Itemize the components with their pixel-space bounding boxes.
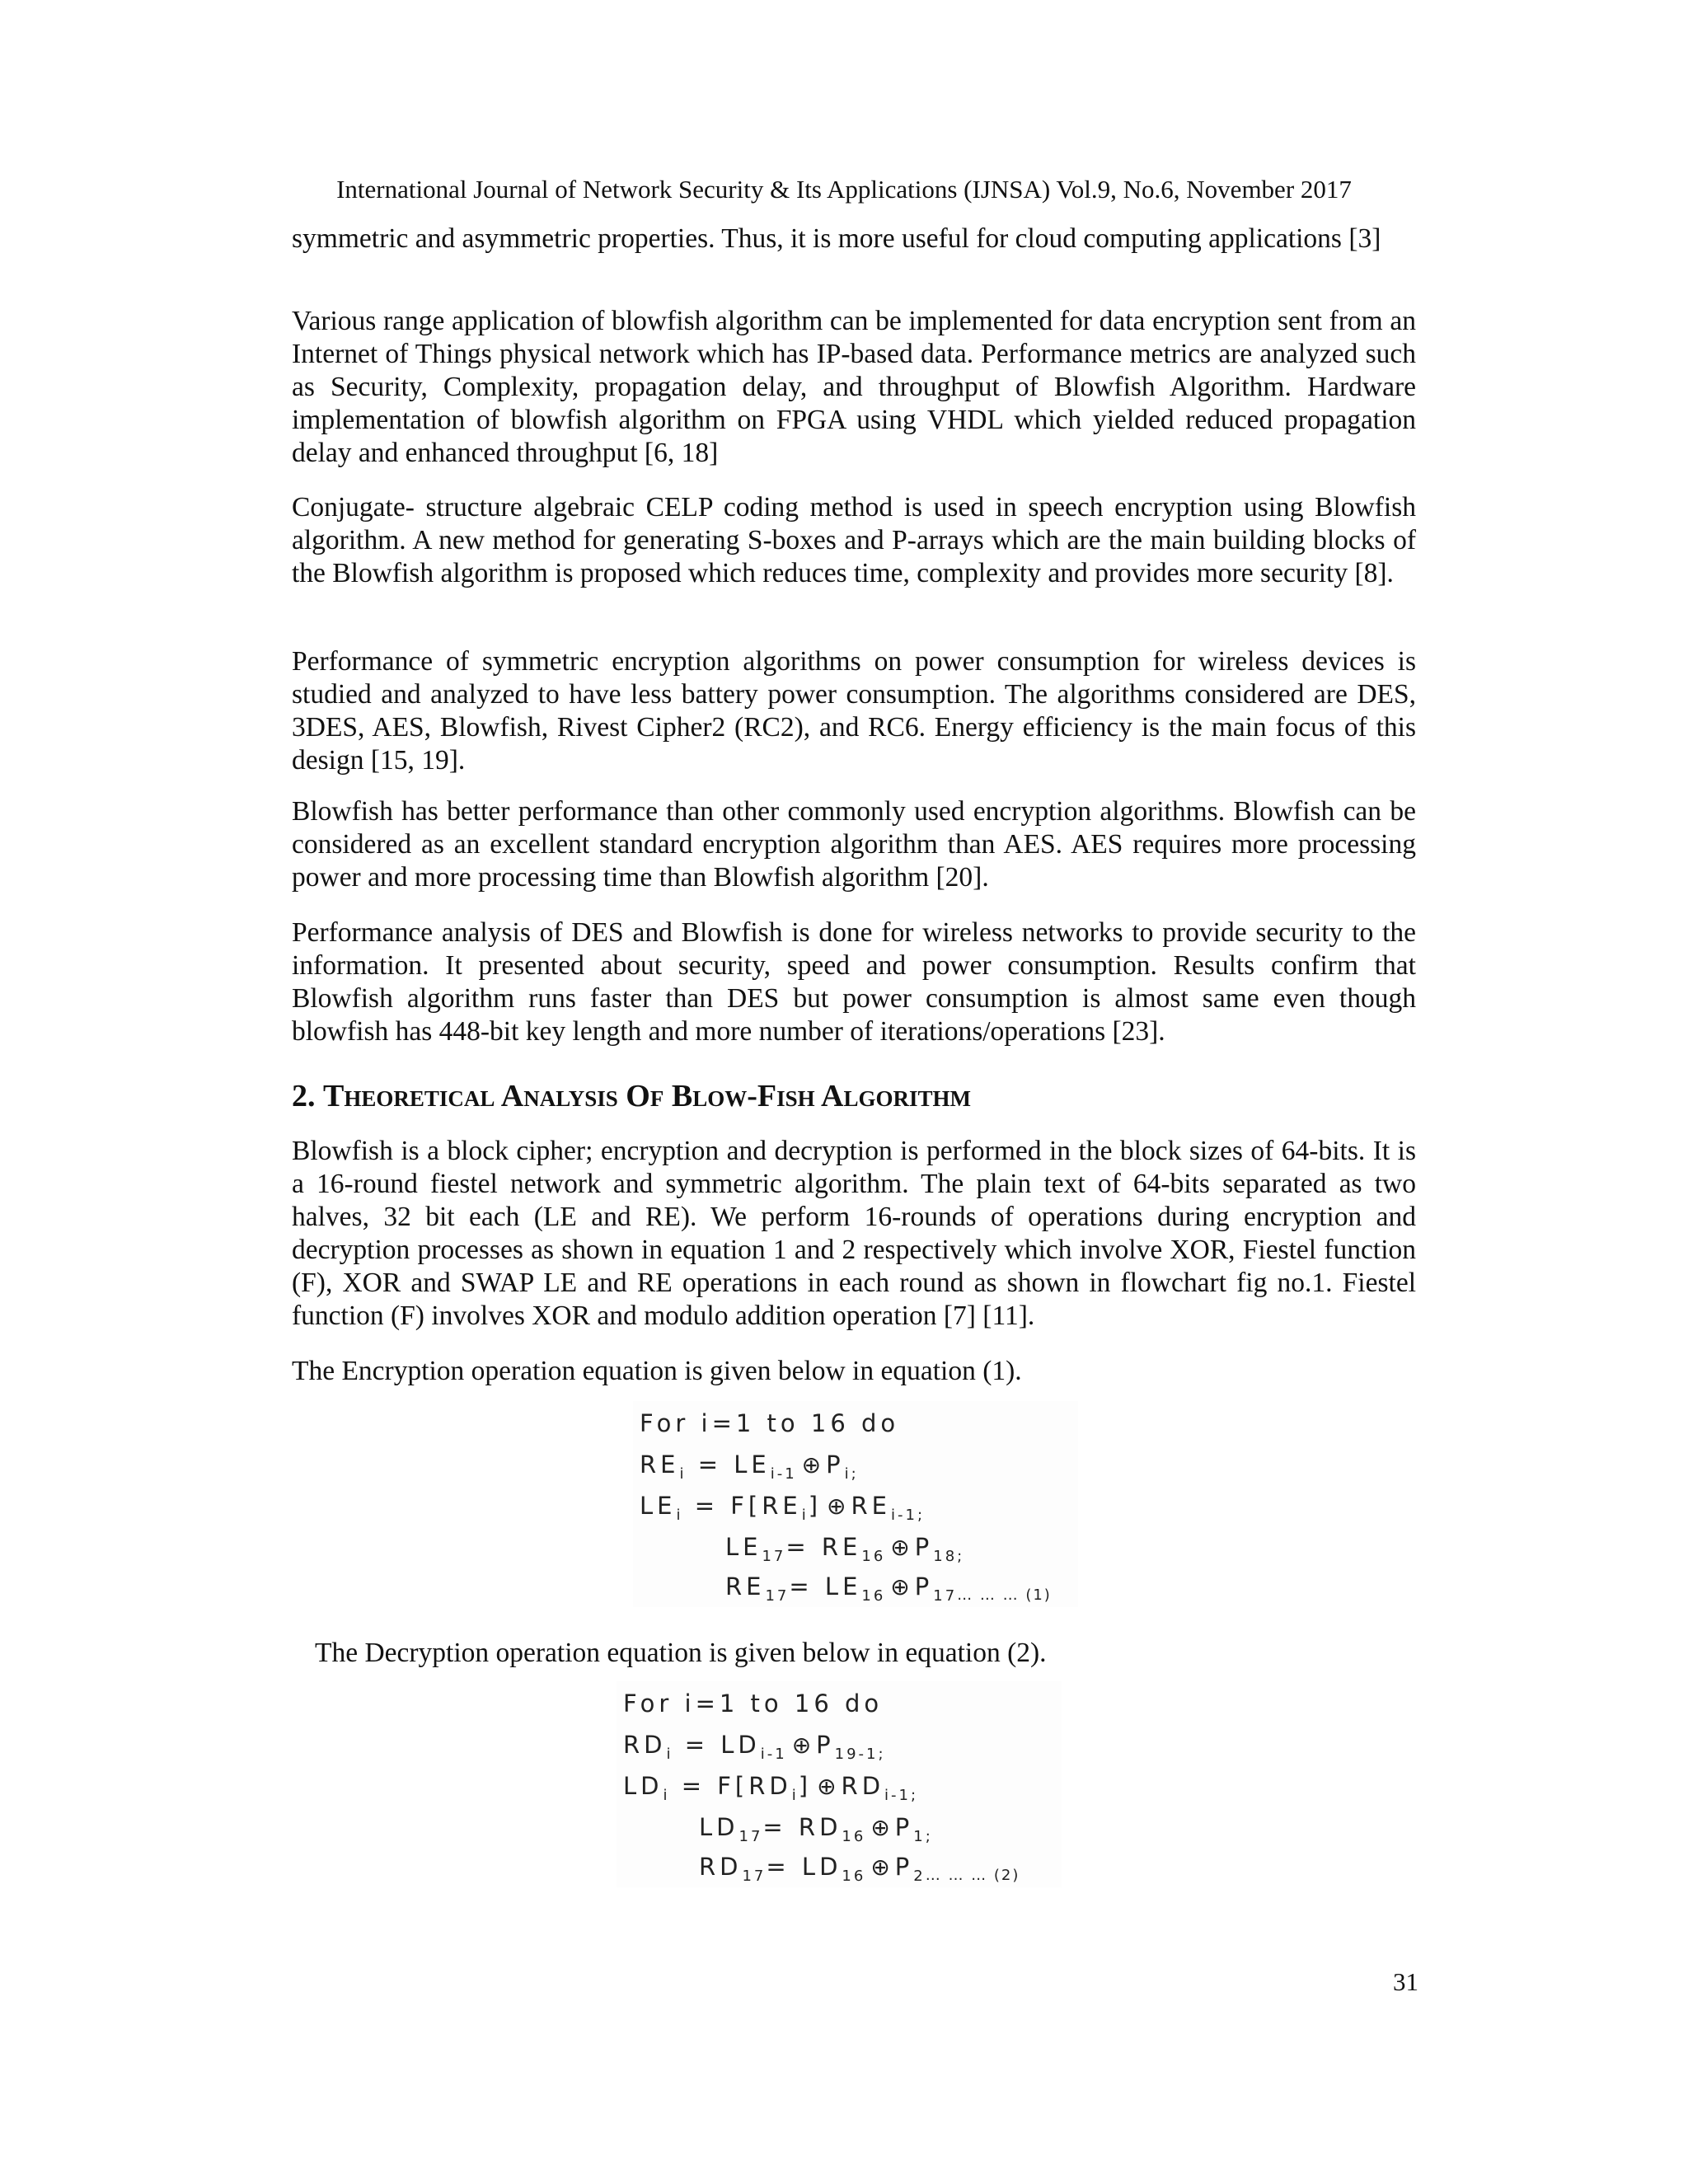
eq-term: RD (699, 1853, 743, 1881)
eq-subscript: 2 (913, 1868, 926, 1885)
eq-subscript: i-1 (760, 1746, 787, 1763)
section-heading (292, 1078, 971, 1114)
xor-symbol: ⊕ (890, 1573, 910, 1601)
eq-term: P (914, 1572, 934, 1601)
eq-term: = LE (789, 1572, 862, 1601)
eq-term: P (816, 1731, 835, 1759)
eq-term: = LD (766, 1853, 842, 1881)
eq1-line4 (725, 1572, 1052, 1605)
paragraph-1: symmetric and asymmetric properties. Thus, it is more useful for cloud computing applications [3] (292, 223, 1381, 254)
eq-subscript: i (663, 1787, 670, 1804)
eq-term: LE (725, 1533, 762, 1561)
eq-subscript: 17 (742, 1868, 767, 1885)
eq-term: LE (640, 1492, 677, 1520)
eq2-line2 (623, 1772, 919, 1804)
eq-subscript: i-1 (770, 1465, 797, 1483)
paragraph-block (292, 645, 1416, 777)
eq2-line1 (623, 1731, 886, 1763)
paragraph-2: Various range application of blowfish algorithm can be implemented for data encryption sent from an Internet of Things physical network which has IP-based data. Performance metrics are analyzed such as Security, Complexity, propagation delay, and throughput of Blowfish Algorithm. Hardware implementation of blowfish algorithm on FPGA using VHDL which yielded reduced propagation delay and enhanced throughput [6, 18] (292, 306, 1416, 468)
eq2-line4 (699, 1853, 1020, 1885)
decryption-intro-text: The Decryption operation equation is given below in equation (2). (315, 1638, 1047, 1668)
xor-symbol: ⊕ (801, 1451, 822, 1479)
eq-term: P (914, 1533, 934, 1561)
eq-term: RE (725, 1572, 766, 1601)
equation-2 (617, 1681, 1062, 1887)
eq-subscript: i (676, 1507, 683, 1524)
eq-term: = LD (673, 1731, 761, 1759)
paragraph-5: Blowfish has better performance than other commonly used encryption algorithms. Blowfish can be considered as an excellent standard encryption algorithm than AES. AES requires more processing power and more processing time than Blowfish algorithm [20]. (292, 796, 1416, 893)
xor-symbol: ⊕ (890, 1534, 910, 1561)
eq-term: P (894, 1813, 914, 1841)
eq-term: = F[RE (682, 1492, 802, 1520)
paragraph-6: Performance analysis of DES and Blowfish is done for wireless networks to provide security to the information. It presented about security, speed and power consumption. Results confirm that Blowfish algorithm runs faster than DES but power consumption is almost same even though blowfish has 448-bit key length and more number of iterations/operations [23]. (292, 917, 1416, 1047)
decryption-intro (315, 1637, 1416, 1670)
eq-subscript: i (801, 1507, 809, 1524)
paragraph-block (292, 491, 1416, 590)
paragraph-3: Conjugate- structure algebraic CELP coding method is used in speech encryption using Blowfish algorithm. A new method for generating S-boxes and P-arrays which are the main building blocks of the Blowfish algorithm is proposed which reduces time, complexity and provides more security [8]. (292, 492, 1416, 588)
eq-subscript: 18; (933, 1548, 965, 1565)
eq-term: P (894, 1853, 914, 1881)
eq2-line3 (699, 1813, 933, 1845)
eq-term: = LE (686, 1451, 771, 1479)
paragraph-4: Performance of symmetric encryption algorithms on power consumption for wireless devices is studied and analyzed to have less battery power consumption. The algorithms considered are DES, 3DES, AES, Blowfish, Rivest Cipher2 (RC2), and RC6. Energy efficiency is the main focus of this design [15, 19]. (292, 646, 1416, 776)
equation-1 (633, 1401, 1078, 1607)
encryption-intro-text: The Encryption operation equation is given below in equation (1). (292, 1356, 1022, 1386)
eq-subscript: 16 (861, 1587, 886, 1605)
eq-term: RD (841, 1772, 885, 1800)
section-body: Blowfish is a block cipher; encryption and decryption is performed in the block sizes of 64-bits. It is a 16-round fiestel network and symmetric algorithm. The plain text of 64-bits separated as two halves, 32 bit each (LE and RE). We perform 16-rounds of operations during encryption and decryption processes as shown in equation 1 and 2 respectively which involve XOR, Fiestel function (F), XOR and SWAP LE and RE operations in each round as shown in flowchart fig no.1. Fiestel function (F) involves XOR and modulo addition operation [7] [11]. (292, 1136, 1416, 1331)
paragraph-block (292, 795, 1416, 894)
eq-term: RE (851, 1492, 891, 1520)
eq-subscript: i (791, 1787, 799, 1804)
eq-subscript: i; (844, 1465, 859, 1483)
xor-symbol: ⊕ (870, 1854, 890, 1881)
eq-subscript: i (666, 1746, 673, 1763)
eq-term: P (826, 1451, 845, 1479)
eq1-line1 (640, 1451, 859, 1483)
equation-number: … … … (2) (925, 1867, 1020, 1884)
eq-term: ] (808, 1492, 823, 1520)
eq-subscript: i-1; (891, 1507, 926, 1524)
paragraph-block (292, 305, 1416, 470)
eq-subscript: 17 (765, 1587, 790, 1605)
eq1-loop: For i=1 to 16 do (640, 1409, 900, 1437)
eq-term: = RE (785, 1533, 862, 1561)
eq-term: RD (623, 1731, 667, 1759)
eq-subscript: i-1; (884, 1787, 919, 1804)
xor-symbol: ⊕ (791, 1732, 812, 1759)
eq-term: ] (798, 1772, 813, 1800)
encryption-intro (292, 1355, 1416, 1388)
paragraph-block (292, 916, 1416, 1048)
section-number: 2. (292, 1079, 316, 1113)
eq1-line3 (725, 1533, 965, 1565)
xor-symbol: ⊕ (870, 1814, 890, 1841)
paragraph-continuation (292, 223, 1416, 255)
eq-subscript: 1; (913, 1828, 933, 1845)
eq-subscript: 17 (738, 1828, 763, 1845)
eq-subscript: 16 (842, 1868, 866, 1885)
eq-term: = RD (762, 1813, 842, 1841)
eq-term: LD (699, 1813, 739, 1841)
xor-symbol: ⊕ (817, 1773, 837, 1800)
section-paragraph (292, 1135, 1416, 1333)
eq1-line2 (640, 1492, 926, 1524)
eq-subscript: 19-1; (834, 1746, 886, 1763)
xor-symbol: ⊕ (827, 1493, 846, 1520)
page-number: 31 (1393, 1967, 1418, 1996)
eq-subscript: i (679, 1465, 687, 1483)
eq-subscript: 16 (842, 1828, 866, 1845)
eq-subscript: 17 (933, 1587, 958, 1605)
section-title: Theoretical Analysis Of Blow-Fish Algorithm (323, 1079, 971, 1113)
eq-subscript: 17 (762, 1548, 786, 1565)
eq-subscript: 16 (861, 1548, 886, 1565)
eq-term: LD (623, 1772, 663, 1800)
equation-number: … … … (1) (957, 1586, 1052, 1604)
eq2-loop: For i=1 to 16 do (623, 1690, 884, 1718)
eq-term: = F[RD (669, 1772, 792, 1800)
running-header: International Journal of Network Security & Its Applications (IJNSA) Vol.9, No.6, November 2017 (336, 175, 1352, 204)
eq-term: RE (640, 1451, 680, 1479)
